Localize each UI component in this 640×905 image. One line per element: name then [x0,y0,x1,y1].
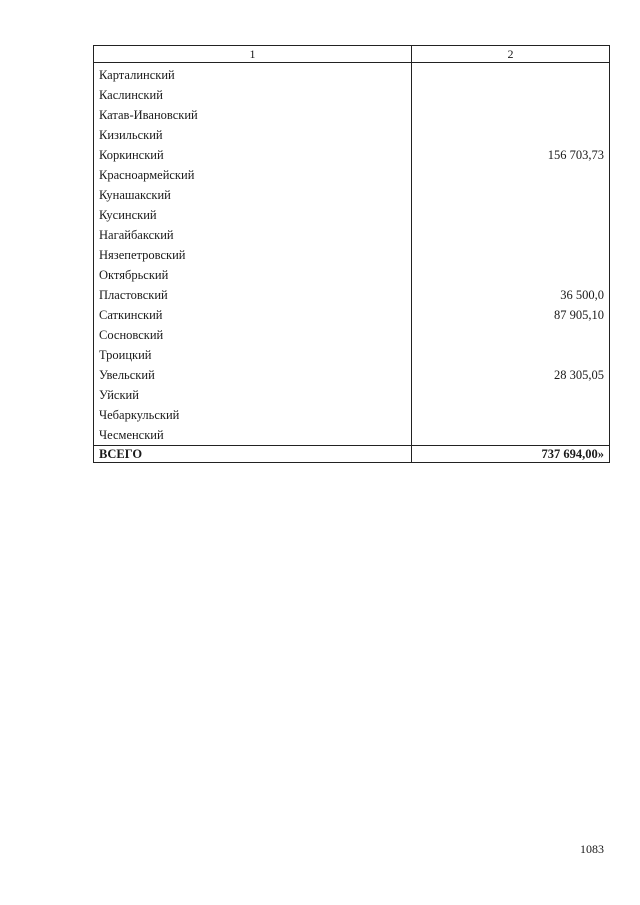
table-row [94,225,610,245]
district-value [412,245,610,265]
district-value [412,385,610,405]
district-value [412,63,610,86]
table-row [94,325,610,345]
table-row [94,365,610,385]
district-value: 28 305,05 [412,365,610,385]
budget-table [93,45,610,463]
column-header-1: 1 [94,46,412,63]
district-name: Саткинский [94,305,412,325]
district-value [412,125,610,145]
district-value: 87 905,10 [412,305,610,325]
total-label: ВСЕГО [94,446,412,463]
district-name: Сосновский [94,325,412,345]
district-value [412,105,610,125]
district-value [412,405,610,425]
table-row [94,205,610,225]
header-row [94,46,610,63]
district-value [412,185,610,205]
table-row [94,85,610,105]
table-row [94,385,610,405]
district-name: Кизильский [94,125,412,145]
district-name: Карталинский [94,63,412,86]
district-name: Коркинский [94,145,412,165]
table-row [94,145,610,165]
district-value [412,205,610,225]
district-name: Чебаркульский [94,405,412,425]
total-row [94,446,610,463]
district-name: Чесменский [94,425,412,446]
district-value: 156 703,73 [412,145,610,165]
district-name: Кусинский [94,205,412,225]
district-name: Октябрьский [94,265,412,285]
table-row [94,285,610,305]
district-value [412,165,610,185]
table-row [94,125,610,145]
district-value [412,325,610,345]
table-row [94,405,610,425]
total-value: 737 694,00» [412,446,610,463]
district-name: Красноармейский [94,165,412,185]
district-name: Каслинский [94,85,412,105]
table-row [94,345,610,365]
district-name: Нязепетровский [94,245,412,265]
district-name: Увельский [94,365,412,385]
district-name: Троицкий [94,345,412,365]
district-value [412,425,610,446]
district-name: Кунашакский [94,185,412,205]
district-value [412,345,610,365]
table-row [94,425,610,446]
district-name: Катав-Ивановский [94,105,412,125]
table-row [94,265,610,285]
column-header-2: 2 [412,46,610,63]
table-row [94,105,610,125]
table-row [94,165,610,185]
district-name: Уйский [94,385,412,405]
district-name: Пластовский [94,285,412,305]
district-name: Нагайбакский [94,225,412,245]
district-value [412,225,610,245]
page-number: 1083 [580,842,604,856]
table-row [94,305,610,325]
table-row [94,185,610,205]
district-value: 36 500,0 [412,285,610,305]
district-value [412,265,610,285]
district-value [412,85,610,105]
table-row [94,63,610,86]
table-row [94,245,610,265]
